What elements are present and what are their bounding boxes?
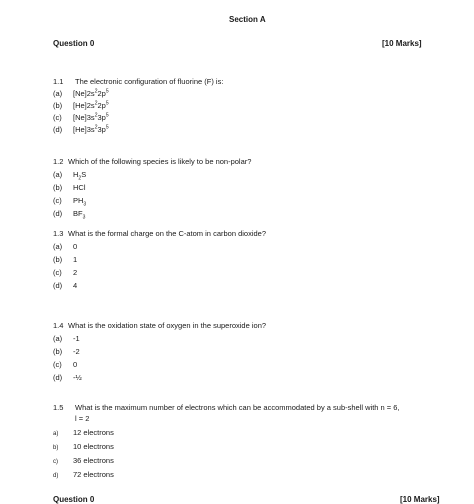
option-1-3-b: (b) 1: [53, 255, 78, 264]
option-1-4-b: (b) -2: [53, 347, 80, 356]
option-1-5-b: b) 10 electrons: [53, 442, 114, 451]
option-label: (b): [53, 101, 63, 110]
option-1-2-c: (c) $PH_3$: [53, 196, 87, 208]
question-1-3: [53, 229, 266, 238]
option-label: (a): [53, 242, 63, 251]
option-1-2-b: (b) HCl: [53, 183, 86, 192]
option-label: (d): [53, 209, 63, 218]
option-1-4-a: (a) -1: [53, 334, 80, 343]
question-1-4: [53, 321, 266, 330]
option-1-4-c: (c) 0: [53, 360, 78, 369]
option-label: (d): [53, 373, 63, 382]
question-1-5-continuation: l = 2: [75, 414, 90, 423]
option-1-5-d: d) 72 electrons: [53, 470, 114, 479]
option-label: (b): [53, 183, 63, 192]
option-label: (a): [53, 170, 63, 179]
question-number: 1.4: [53, 321, 64, 330]
question-1-2: [53, 157, 251, 166]
question-heading: Question 0: [53, 39, 95, 48]
option-1-3-a: (a) 0: [53, 242, 78, 251]
question-1-5: [53, 403, 400, 412]
option-1-1-c: (c) $[Ne]3s^23p^5$: [53, 112, 109, 122]
option-label: (a): [53, 334, 63, 343]
option-label: (b): [53, 347, 63, 356]
next-marks-label-cut: [10 Marks]: [400, 495, 440, 504]
option-label: (a): [53, 89, 63, 98]
option-label: a): [53, 431, 59, 437]
question-number: 1.2: [53, 157, 64, 166]
question-text: What is the maximum number of electrons which can be accommodated by a sub-shell with n = 6,: [75, 403, 400, 412]
option-label: (c): [53, 360, 62, 369]
option-label: b): [53, 445, 59, 451]
option-1-3-c: (c) 2: [53, 268, 78, 277]
question-text: What is the formal charge on the C-atom in carbon dioxide?: [68, 229, 267, 238]
option-1-1-b: (b) $[He]2s^22p^5$: [53, 100, 109, 110]
option-1-1-d: (d) $[He]3s^23p^5$: [53, 124, 109, 134]
option-1-4-d: (d) -½: [53, 373, 82, 382]
option-1-1-a: (a) $[Ne]2s^22p^5$: [53, 88, 109, 98]
marks-label: [10 Marks]: [382, 39, 422, 48]
option-1-2-a: (a) $H_2S$: [53, 170, 87, 182]
option-label: (d): [53, 281, 63, 290]
question-number: 1.5: [53, 403, 64, 412]
option-label: (c): [53, 113, 62, 122]
next-question-heading-cut: Question 0: [53, 495, 95, 504]
option-1-3-d: (d) 4: [53, 281, 78, 290]
question-text: What is the oxidation state of oxygen in the superoxide ion?: [68, 321, 267, 330]
option-label: d): [53, 473, 59, 479]
question-text: The electronic configuration of fluorine (F) is:: [75, 77, 224, 86]
option-label: (b): [53, 255, 63, 264]
option-label: (c): [53, 196, 62, 205]
option-1-5-a: a) 12 electrons: [53, 428, 114, 437]
question-number: 1.1: [53, 77, 64, 86]
question-number: 1.3: [53, 229, 64, 238]
option-label: (d): [53, 125, 63, 134]
question-text: Which of the following species is likely to be non-polar?: [68, 157, 252, 166]
option-label: (c): [53, 268, 62, 277]
section-title: Section A: [229, 15, 266, 24]
option-1-5-c: c) 36 electrons: [53, 456, 114, 465]
option-label: c): [53, 459, 58, 465]
question-1-1: [53, 77, 223, 86]
option-1-2-d: (d) $BF_3$: [53, 209, 86, 221]
